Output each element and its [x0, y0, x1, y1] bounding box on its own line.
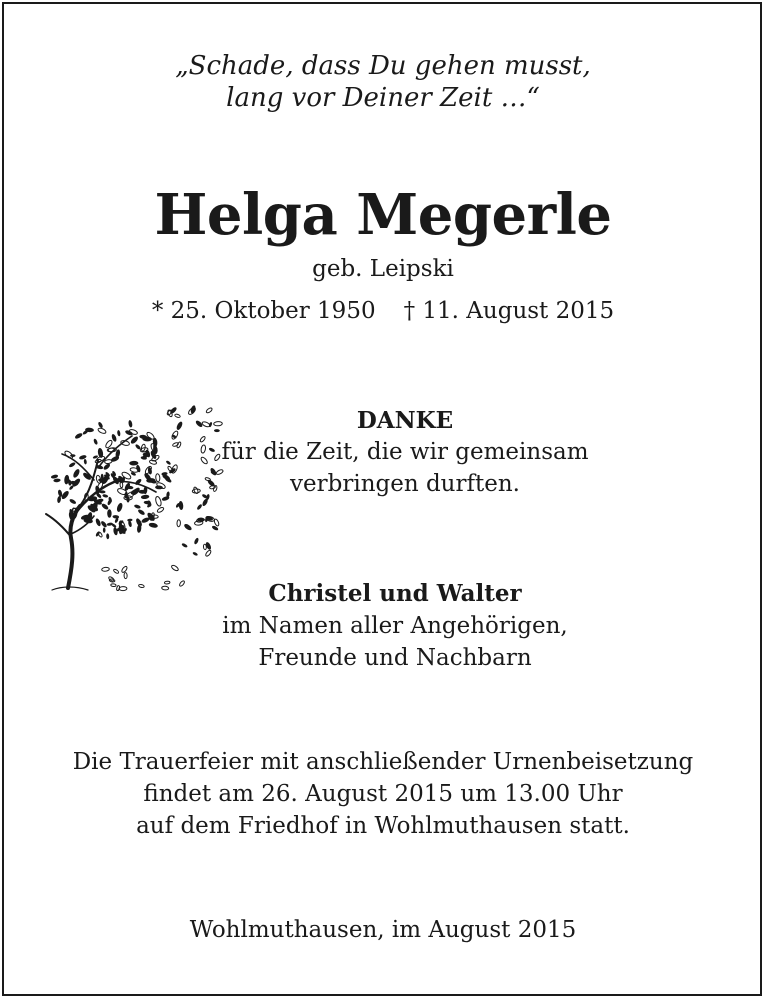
quote-line-1: „Schade, dass Du gehen musst,: [175, 51, 591, 81]
thanks-title: DANKE: [356, 407, 454, 434]
thanks-line-2: verbringen durften.: [290, 471, 520, 497]
ceremony-info: [0, 746, 766, 842]
thanks-section: [185, 406, 625, 500]
thanks-line-1: für die Zeit, die wir gemeinsam: [221, 439, 589, 465]
signers-section: [175, 578, 615, 674]
ceremony-line-2: findet am 26. August 2015 um 13.00 Uhr: [143, 781, 623, 807]
ceremony-line-3: auf dem Friedhof in Wohlmuthausen statt.: [136, 813, 630, 839]
life-dates: [0, 296, 766, 326]
memorial-quote: [0, 50, 766, 114]
signer-names: Christel und Walter: [268, 580, 522, 607]
birth-name: geb. Leipski: [312, 256, 454, 282]
deceased-name: Helga Megerle: [154, 182, 612, 248]
quote-line-2: lang vor Deiner Zeit …“: [226, 83, 540, 113]
signers-line-2: Freunde und Nachbarn: [258, 645, 532, 671]
place-and-date: Wohlmuthausen, im August 2015: [189, 917, 577, 943]
signers-line-1: im Namen aller Angehörigen,: [222, 613, 568, 639]
ceremony-line-1: Die Trauerfeier mit anschließender Urnenbeisetzung: [72, 749, 694, 775]
death-date: † 11. August 2015: [403, 298, 615, 324]
birth-date: * 25. Oktober 1950: [151, 298, 376, 324]
